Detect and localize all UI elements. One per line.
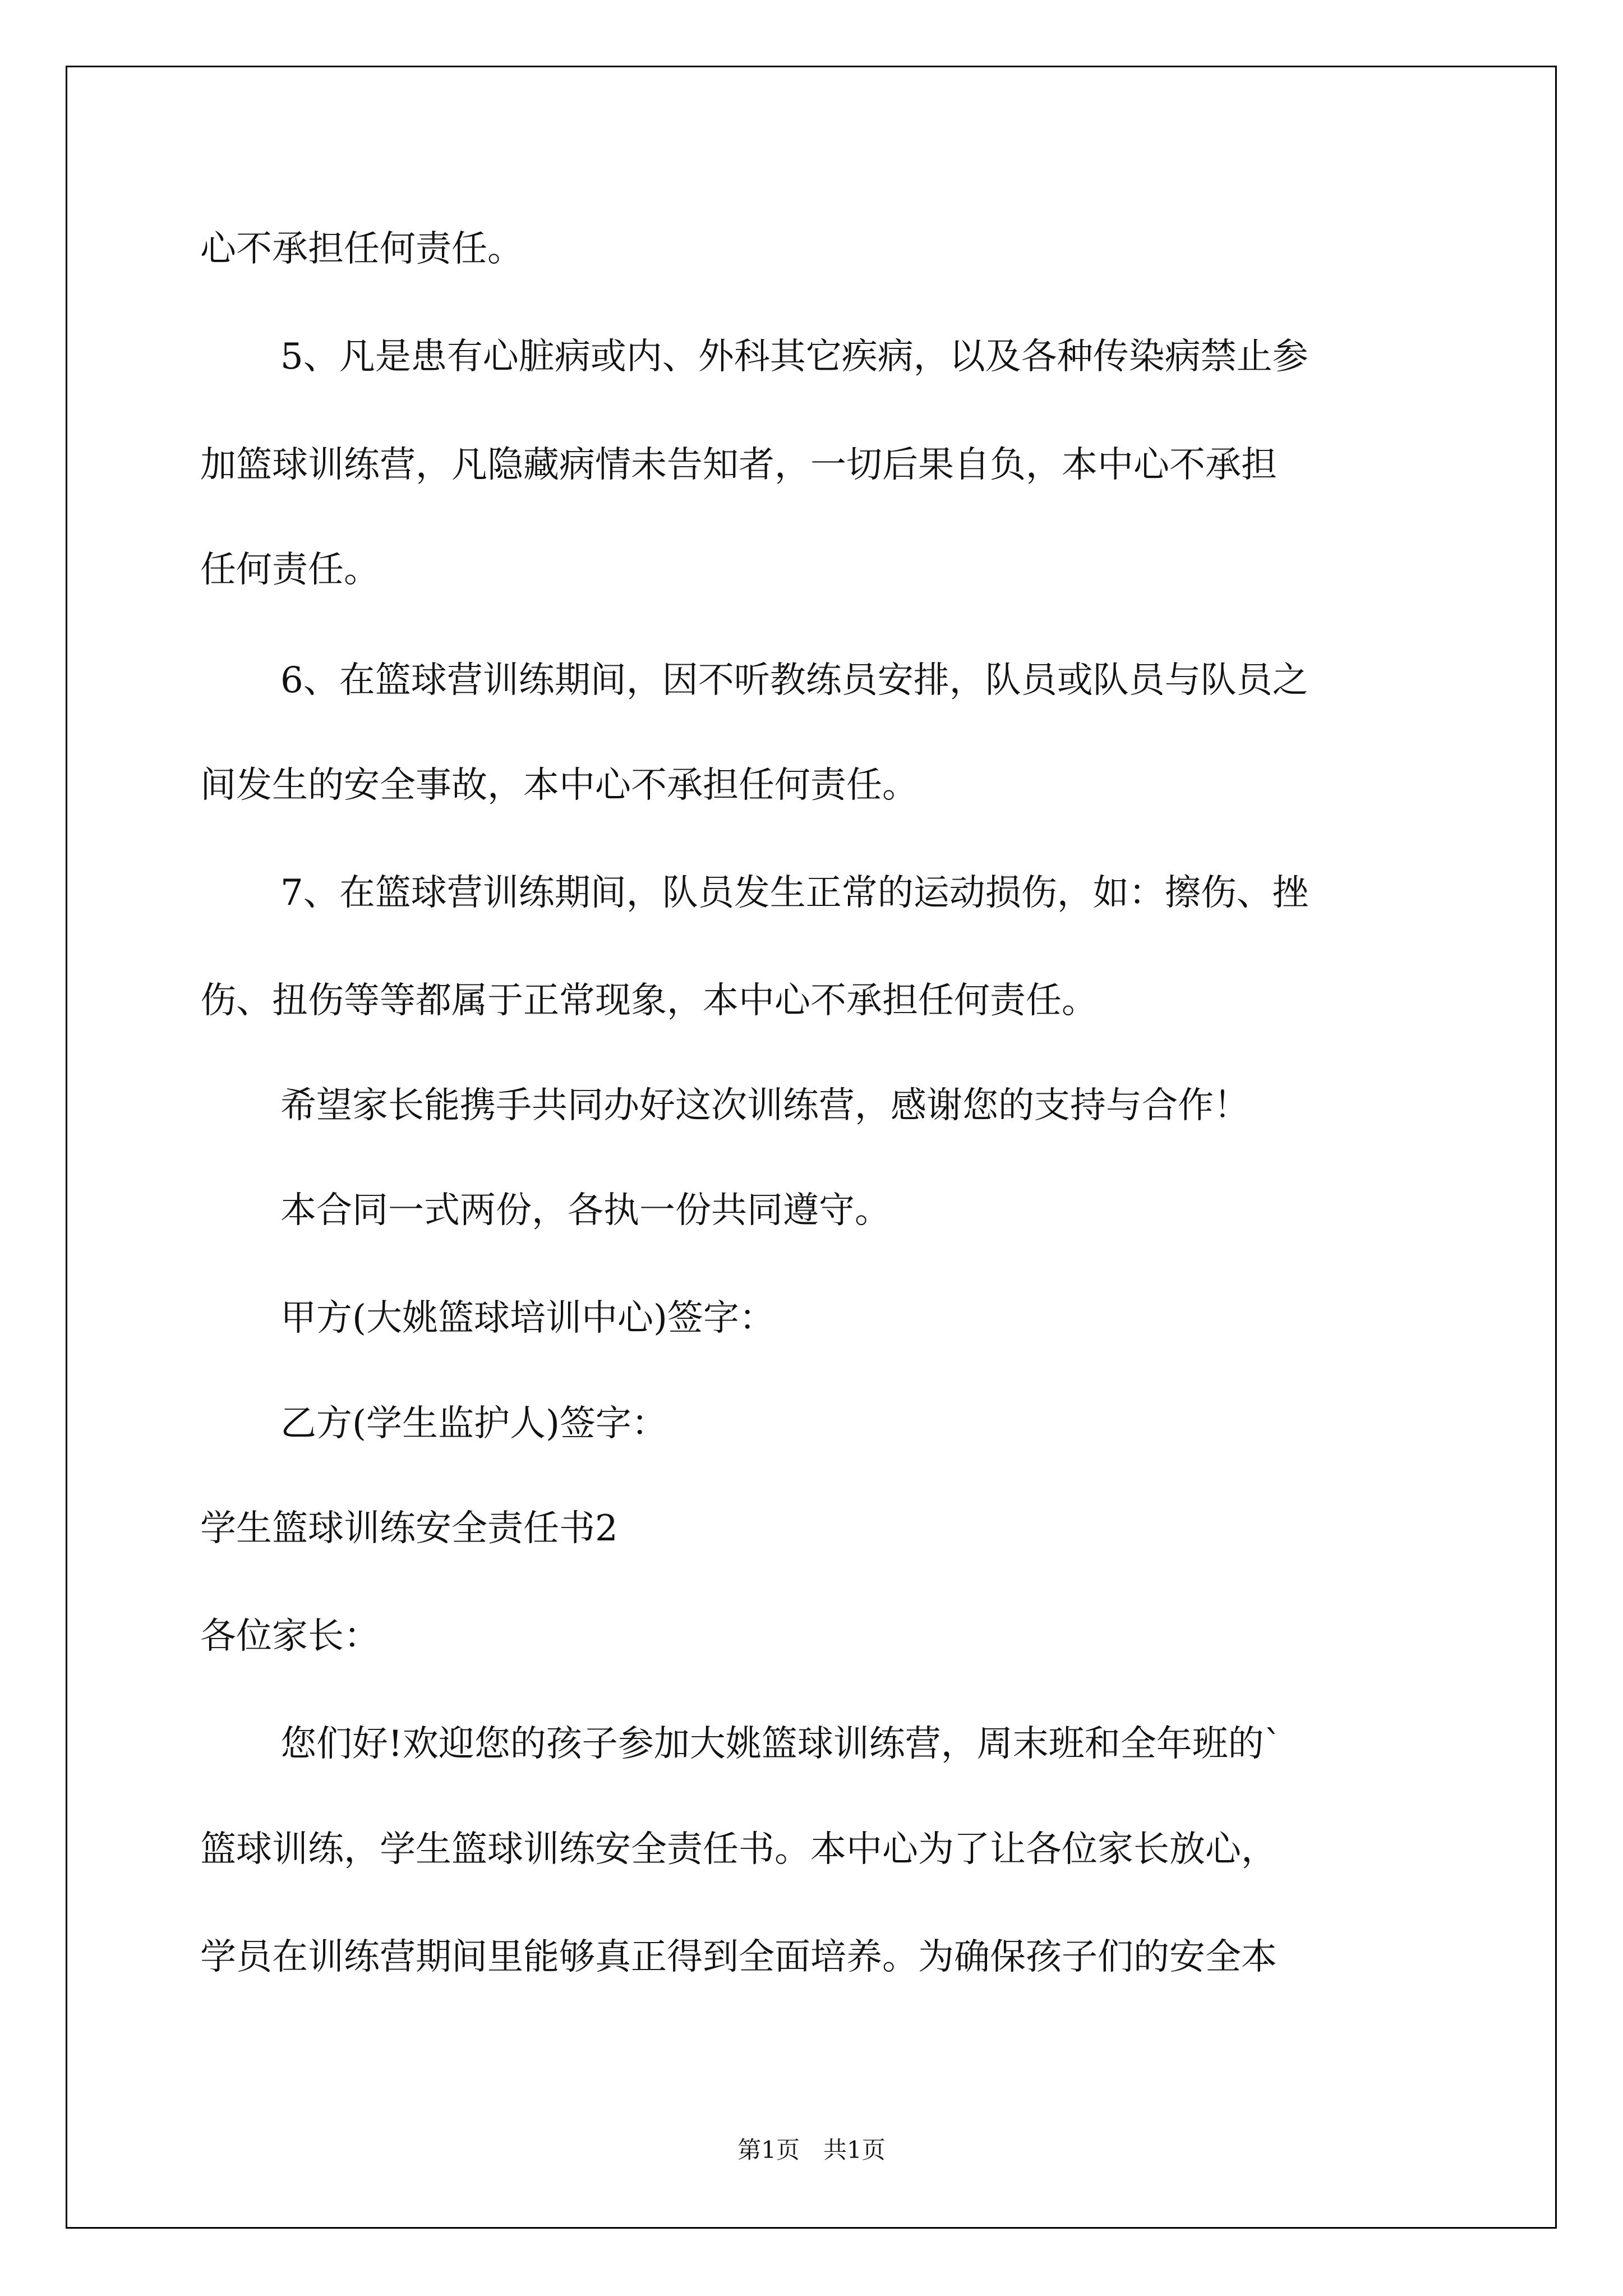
paragraph-line: 学员在训练营期间里能够真正得到全面培养。为确保孩子们的安全本 [200, 1936, 1277, 1978]
paragraph-line: 5、凡是患有心脏病或内、外科其它疾病，以及各种传染病禁止参 [280, 336, 1308, 378]
paragraph-line: 本合同一式两份，各执一份共同遵守。 [280, 1190, 891, 1231]
section-title: 学生篮球训练安全责任书2 [200, 1508, 618, 1549]
paragraph-line: 6、在篮球营训练期间，因不听教练员安排，队员或队员与队员之 [280, 660, 1308, 701]
page-border [66, 66, 1557, 2229]
paragraph-line: 心不承担任何责任。 [200, 228, 523, 270]
page-footer: 第1页 共1页 [737, 2136, 886, 2164]
paragraph-line: 7、在篮球营训练期间，队员发生正常的运动损伤，如：擦伤、挫 [280, 872, 1308, 914]
paragraph-line: 甲方(大姚篮球培训中心)签字： [280, 1297, 775, 1339]
paragraph-line: 希望家长能携手共同办好这次训练营，感谢您的支持与合作！ [280, 1085, 1249, 1126]
paragraph-line: 篮球训练，学生篮球训练安全责任书。本中心为了让各位家长放心， [200, 1829, 1277, 1870]
paragraph-line: 您们好!欢迎您的孩子参加大姚篮球训练营，周末班和全年班的` [280, 1723, 1282, 1765]
paragraph-line: 伤、扭伤等等都属于正常现象，本中心不承担任何责任。 [200, 980, 1098, 1022]
salutation: 各位家长： [200, 1616, 380, 1657]
paragraph-line: 间发生的安全事故，本中心不承担任何责任。 [200, 765, 918, 806]
paragraph-line: 乙方(学生监护人)签字： [280, 1403, 667, 1444]
paragraph-line: 任何责任。 [200, 549, 380, 591]
paragraph-line: 加篮球训练营，凡隐藏病情未告知者，一切后果自负，本中心不承担 [200, 444, 1277, 486]
